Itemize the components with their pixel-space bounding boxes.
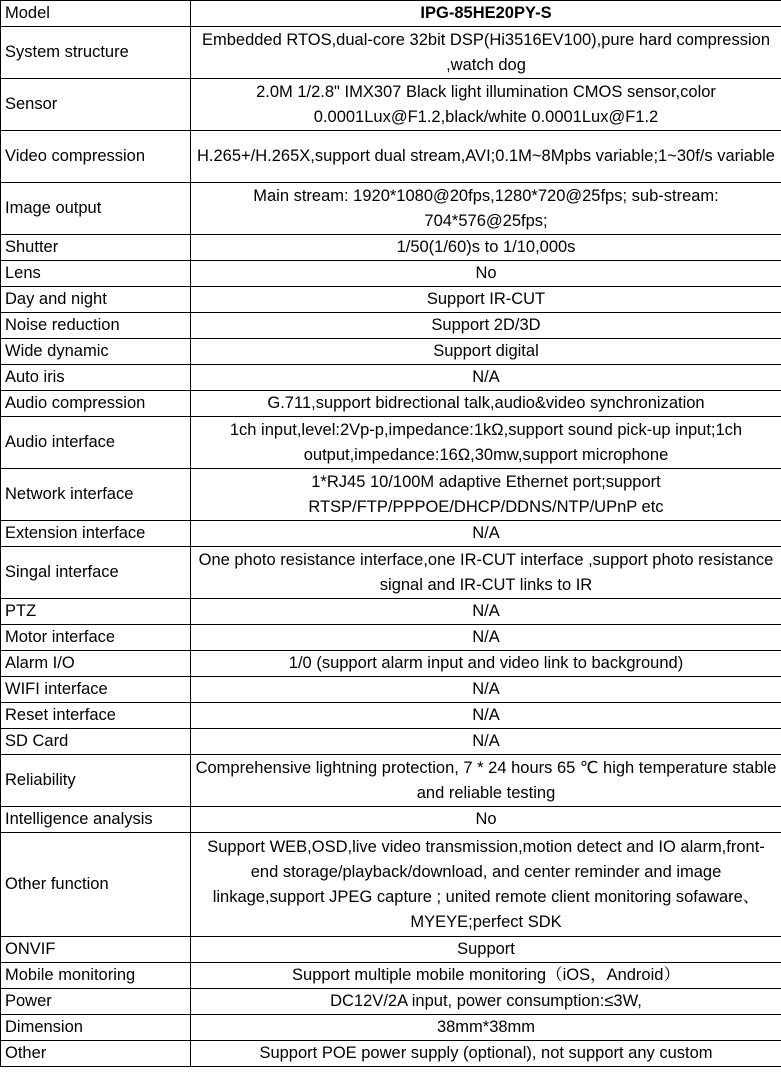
- spec-value: 1*RJ45 10/100M adaptive Ethernet port;support RTSP/FTP/PPPOE/DHCP/DDNS/NTP/UPnP etc: [191, 469, 781, 521]
- spec-value: 38mm*38mm: [191, 1015, 781, 1041]
- table-row: [1, 27, 781, 79]
- spec-table-body: [1, 1, 781, 1067]
- table-row: [1, 183, 781, 235]
- table-row: [1, 729, 781, 755]
- table-row: [1, 677, 781, 703]
- spec-value: N/A: [191, 729, 781, 755]
- spec-label: Lens: [1, 261, 191, 287]
- spec-label: Motor interface: [1, 625, 191, 651]
- spec-label: PTZ: [1, 599, 191, 625]
- spec-value: N/A: [191, 625, 781, 651]
- spec-label: System structure: [1, 27, 191, 79]
- table-row: [1, 755, 781, 807]
- table-row: [1, 261, 781, 287]
- spec-value: Comprehensive lightning protection, 7 * 24 hours 65 ℃ high temperature stable and reliable testing: [191, 755, 781, 807]
- spec-label: SD Card: [1, 729, 191, 755]
- spec-value: 1ch input,level:2Vp-p,impedance:1kΩ,support sound pick-up input;1ch output,impedance:16Ω,30mw,support microphone: [191, 417, 781, 469]
- spec-label: Reset interface: [1, 703, 191, 729]
- spec-label: Network interface: [1, 469, 191, 521]
- spec-label: Audio compression: [1, 391, 191, 417]
- spec-value: DC12V/2A input, power consumption:≤3W,: [191, 989, 781, 1015]
- spec-value: No: [191, 261, 781, 287]
- spec-value: N/A: [191, 365, 781, 391]
- spec-value: H.265+/H.265X,support dual stream,AVI;0.1M~8Mpbs variable;1~30f/s variable: [191, 131, 781, 183]
- spec-label: Model: [1, 1, 191, 27]
- spec-label: Other: [1, 1041, 191, 1067]
- table-row: [1, 625, 781, 651]
- spec-value: N/A: [191, 677, 781, 703]
- spec-label: Intelligence analysis: [1, 807, 191, 833]
- table-row: [1, 365, 781, 391]
- spec-value: Support 2D/3D: [191, 313, 781, 339]
- spec-value: Embedded RTOS,dual-core 32bit DSP(Hi3516EV100),pure hard compression ,watch dog: [191, 27, 781, 79]
- spec-value: G.711,support bidrectional talk,audio&video synchronization: [191, 391, 781, 417]
- spec-label: WIFI interface: [1, 677, 191, 703]
- spec-label: Audio interface: [1, 417, 191, 469]
- table-row: [1, 287, 781, 313]
- table-row: [1, 963, 781, 989]
- table-row: [1, 599, 781, 625]
- table-row: [1, 833, 781, 937]
- table-row: [1, 235, 781, 261]
- spec-value: Support: [191, 937, 781, 963]
- spec-label: Day and night: [1, 287, 191, 313]
- table-row: [1, 131, 781, 183]
- table-row: [1, 703, 781, 729]
- spec-value: 1/50(1/60)s to 1/10,000s: [191, 235, 781, 261]
- table-row: [1, 469, 781, 521]
- table-header-row: [1, 1, 781, 27]
- spec-value: Support digital: [191, 339, 781, 365]
- spec-label: Video compression: [1, 131, 191, 183]
- spec-label: Mobile monitoring: [1, 963, 191, 989]
- spec-value: Main stream: 1920*1080@20fps,1280*720@25fps; sub-stream: 704*576@25fps;: [191, 183, 781, 235]
- spec-label: Extension interface: [1, 521, 191, 547]
- spec-value: No: [191, 807, 781, 833]
- spec-value: N/A: [191, 599, 781, 625]
- spec-value: N/A: [191, 703, 781, 729]
- table-row: [1, 807, 781, 833]
- spec-value: IPG-85HE20PY-S: [191, 1, 781, 27]
- spec-value: N/A: [191, 521, 781, 547]
- spec-label: Sensor: [1, 79, 191, 131]
- table-row: [1, 339, 781, 365]
- spec-value: Support POE power supply (optional), not support any custom: [191, 1041, 781, 1067]
- table-row: [1, 651, 781, 677]
- spec-value: Support multiple mobile monitoring（iOS，Android）: [191, 963, 781, 989]
- spec-label: ONVIF: [1, 937, 191, 963]
- spec-label: Dimension: [1, 1015, 191, 1041]
- spec-label: Noise reduction: [1, 313, 191, 339]
- spec-label: Power: [1, 989, 191, 1015]
- table-row: [1, 417, 781, 469]
- spec-label: Shutter: [1, 235, 191, 261]
- table-row: [1, 313, 781, 339]
- table-row: [1, 1015, 781, 1041]
- spec-value: Support IR-CUT: [191, 287, 781, 313]
- table-row: [1, 989, 781, 1015]
- spec-label: Singal interface: [1, 547, 191, 599]
- spec-label: Reliability: [1, 755, 191, 807]
- spec-label: Other function: [1, 833, 191, 937]
- spec-value: 2.0M 1/2.8" IMX307 Black light illumination CMOS sensor,color 0.0001Lux@F1.2,black/white 0.0001Lux@F1.2: [191, 79, 781, 131]
- table-row: [1, 547, 781, 599]
- spec-value: Support WEB,OSD,live video transmission,motion detect and IO alarm,front-end storage/playback/download, and center reminder and image linkage,support JPEG capture ; united remote client monitoring sofaware、MYEYE;perfect SDK: [191, 833, 781, 937]
- table-row: [1, 937, 781, 963]
- spec-value: One photo resistance interface,one IR-CUT interface ,support photo resistance signal and IR-CUT links to IR: [191, 547, 781, 599]
- table-row: [1, 79, 781, 131]
- spec-value: 1/0 (support alarm input and video link to background): [191, 651, 781, 677]
- spec-label: Alarm I/O: [1, 651, 191, 677]
- table-row: [1, 391, 781, 417]
- spec-label: Auto iris: [1, 365, 191, 391]
- spec-label: Wide dynamic: [1, 339, 191, 365]
- table-row: [1, 521, 781, 547]
- spec-label: Image output: [1, 183, 191, 235]
- table-row: [1, 1041, 781, 1067]
